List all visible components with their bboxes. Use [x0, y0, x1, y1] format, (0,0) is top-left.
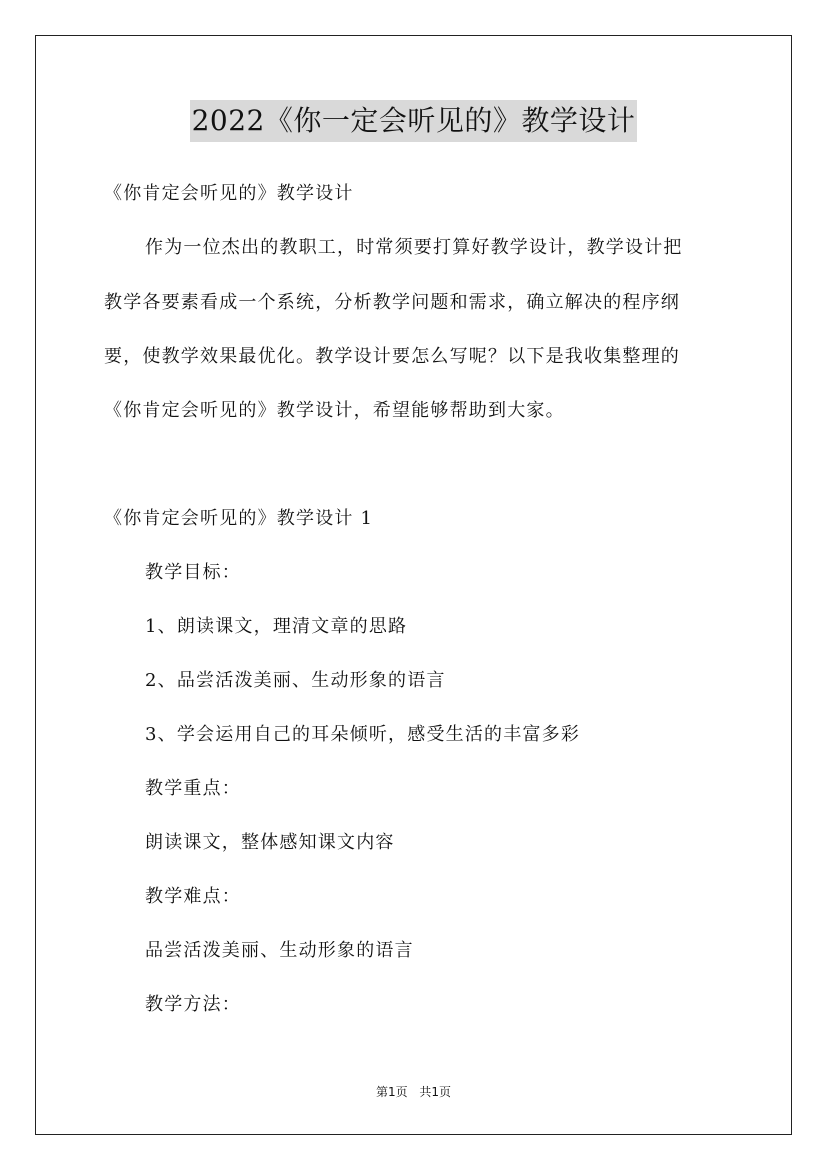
- document-subtitle: 《你肯定会听见的》教学设计: [104, 183, 354, 204]
- intro-line-3: 要，使教学效果最优化。教学设计要怎么写呢？以下是我收集整理的: [104, 346, 680, 367]
- page-footer: [0, 1083, 827, 1100]
- document-title: 2022《你一定会听见的》教学设计: [190, 100, 638, 142]
- list-item: 教学目标：: [145, 562, 241, 583]
- list-item: 教学重点：: [145, 778, 241, 799]
- intro-line-4: 《你肯定会听见的》教学设计，希望能够帮助到大家。: [104, 400, 565, 421]
- list-item: 品尝活泼美丽、生动形象的语言: [145, 940, 414, 961]
- page-number: 第1页: [375, 1085, 408, 1099]
- list-item: 2、品尝活泼美丽、生动形象的语言: [145, 670, 446, 691]
- page-total: 共1页: [419, 1085, 452, 1099]
- list-item: 朗读课文，整体感知课文内容: [145, 832, 395, 853]
- list-item: 3、学会运用自己的耳朵倾听，感受生活的丰富多彩: [145, 724, 581, 745]
- intro-line-1: 作为一位杰出的教职工，时常须要打算好教学设计，教学设计把: [145, 237, 683, 258]
- list-item: 教学难点：: [145, 886, 241, 907]
- intro-line-2: 教学各要素看成一个系统，分析教学问题和需求，确立解决的程序纲: [104, 292, 680, 313]
- title-wrap: [0, 100, 827, 142]
- list-item: 1、朗读课文，理清文章的思路: [145, 616, 408, 637]
- section-heading: 《你肯定会听见的》教学设计 1: [104, 508, 374, 529]
- list-item: 教学方法：: [145, 994, 241, 1015]
